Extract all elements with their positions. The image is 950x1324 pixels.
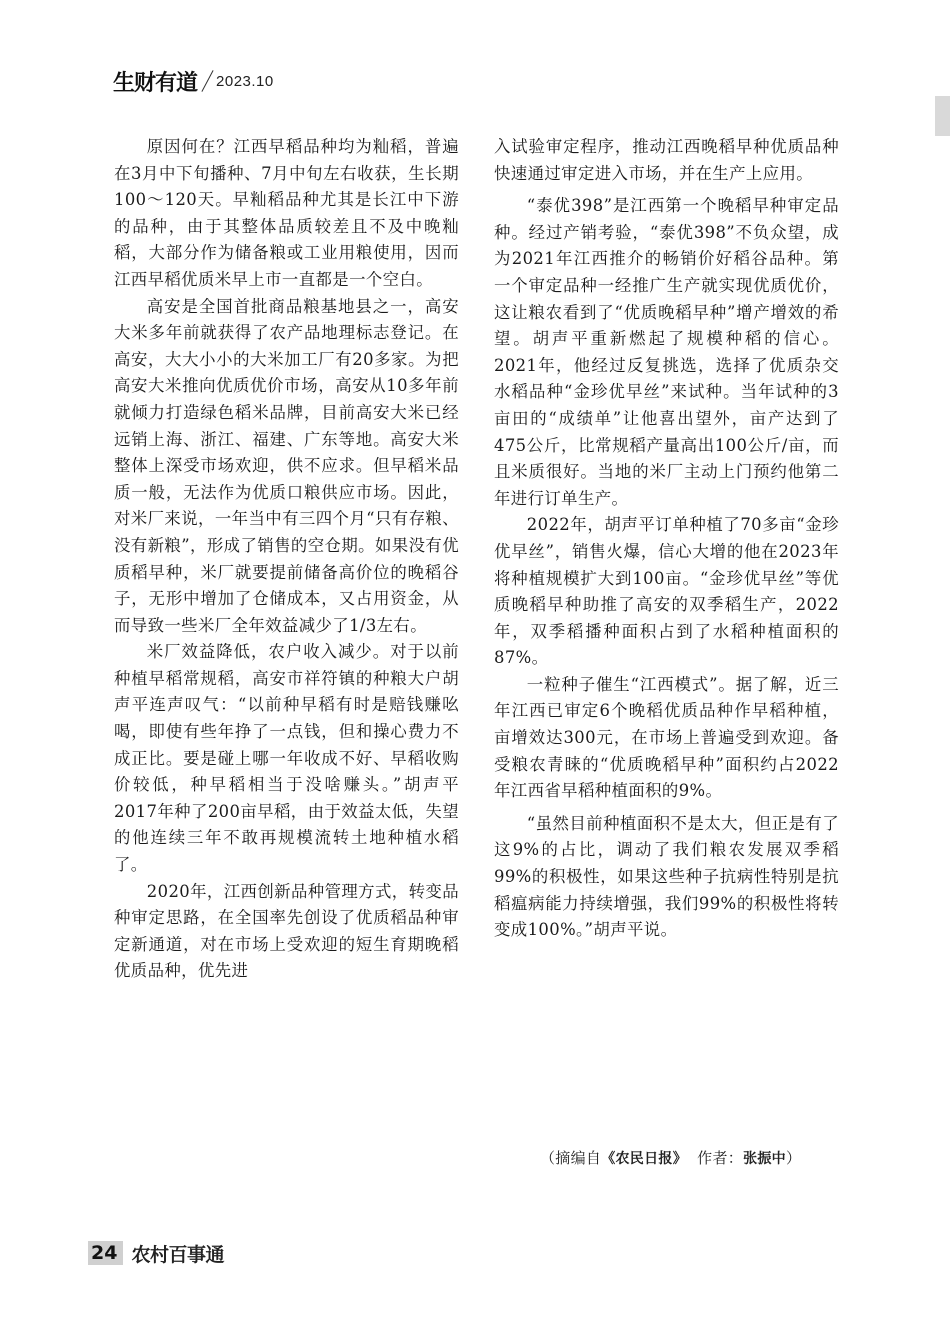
- edge-tab-marker: [935, 96, 950, 136]
- issue-date: 2023.10: [216, 72, 274, 90]
- header-divider: [201, 70, 213, 92]
- paragraph: 一粒种子催生“江西模式”。据了解，近三年江西已审定6个晚稻优质品种作早稻种植，亩增效达300元，在市场上普遍受到欢迎。备受粮农青睐的“优质晚稻早种”面积约占2022年江西省早稻种植面积的9%。: [494, 674, 839, 801]
- paragraph: “泰优398”是江西第一个晚稻早种审定品种。经过产销考验，“泰优398”不负众望，成为2021年江西推介的畅销价好稻谷品种。第一个审定品种一经推广生产就实现优质优价，这让粮农看到了“优质晚稻早种”增产增效的希望。胡声平重新燃起了规模种稻的信心。2021年，他经过反复挑选，选择了优质杂交水稻品种“金珍优早丝”来试种。当年试种的3亩田的“成绩单”让他喜出望外，亩产达到了475公斤，比常规稻产量高出100公斤/亩，而且米质很好。当地的米厂主动上门预约他第二年进行订单生产。: [494, 196, 839, 508]
- page-number: 24: [88, 1241, 123, 1265]
- source-publication: 《农民日报》: [601, 1151, 688, 1167]
- paragraph: 高安是全国首批商品粮基地县之一，高安大米多年前就获得了农产品地理标志登记。在高安，大大小小的大米加工厂有20多家。为把高安大米推向优质优价市场，高安从10多年前就倾力打造绿色稻米品牌，目前高安大米已经远销上海、浙江、福建、广东等地。高安大米整体上深受市场欢迎，供不应求。但早稻米品质一般，无法作为优质口粮供应市场。因此，对米厂来说，一年当中有三四个月“只有存粮、没有新粮”，形成了销售的空仓期。如果没有优质稻早种，米厂就要提前储备高价位的晚稻谷子，无形中增加了仓储成本，又占用资金，从而导致一些米厂全年效益减少了1/3左右。: [114, 296, 459, 635]
- author-label: 作者：: [697, 1149, 744, 1167]
- source-attribution: [540, 1147, 801, 1168]
- paragraph: 米厂效益降低，农户收入减少。对于以前种植早稻常规稻，高安市祥符镇的种粮大户胡声平连声叹气：“以前种早稻有时是赔钱赚吆喝，即使有些年挣了一点钱，但和操心费力不成正比。要是碰上哪一年收成不好、早稻收购价较低，种早稻相当于没啥赚头。”胡声平2017年种了200亩早稻，由于效益太低，失望的他连续三年不敢再规模流转土地种植水稻了。: [114, 642, 459, 875]
- paragraph: “虽然目前种植面积不是太大，但正是有了这9%的占比，调动了我们粮农发展双季稻99%的积极性，如果这些种子抗病性特别是抗稻瘟病能力持续增强，我们99%的积极性将转变成100%。”胡声平说。: [494, 813, 839, 940]
- page-footer: [88, 1238, 224, 1268]
- author-name: 张振中: [743, 1151, 786, 1167]
- source-prefix: （摘编自: [540, 1149, 602, 1167]
- article-column-left: [114, 134, 459, 985]
- paragraph-continuation: 入试验审定程序，推动江西晚稻早种优质品种快速通过审定进入市场，并在生产上应用。: [494, 137, 839, 183]
- paragraph: 2020年，江西创新品种管理方式，转变品种审定思路，在全国率先创设了优质稻品种审定新通道，对在市场上受欢迎的短生育期晚稻优质品种，优先进: [114, 881, 459, 981]
- paragraph: 原因何在？江西早稻品种均为籼稻，普遍在3月中下旬播种、7月中旬左右收获，生长期100～120天。早籼稻品种尤其是长江中下游的品种，由于其整体品质较差且不及中晚籼稻，大部分作为储备粮或工业用粮使用，因而江西早稻优质米早上市一直都是一个空白。: [114, 137, 459, 289]
- source-suffix: ）: [785, 1149, 802, 1167]
- article-column-right: [494, 134, 839, 944]
- running-header: [113, 66, 274, 96]
- paragraph: 2022年，胡声平订单种植了70多亩“金珍优早丝”，销售火爆，信心大增的他在2023年将种植规模扩大到100亩。“金珍优早丝”等优质晚稻早种助推了高安的双季稻生产，2022年，双季稻播种面积占到了水稻种植面积的87%。: [494, 515, 839, 668]
- magazine-name: 农村百事通: [131, 1243, 224, 1266]
- column-brand: 生财有道: [113, 70, 198, 96]
